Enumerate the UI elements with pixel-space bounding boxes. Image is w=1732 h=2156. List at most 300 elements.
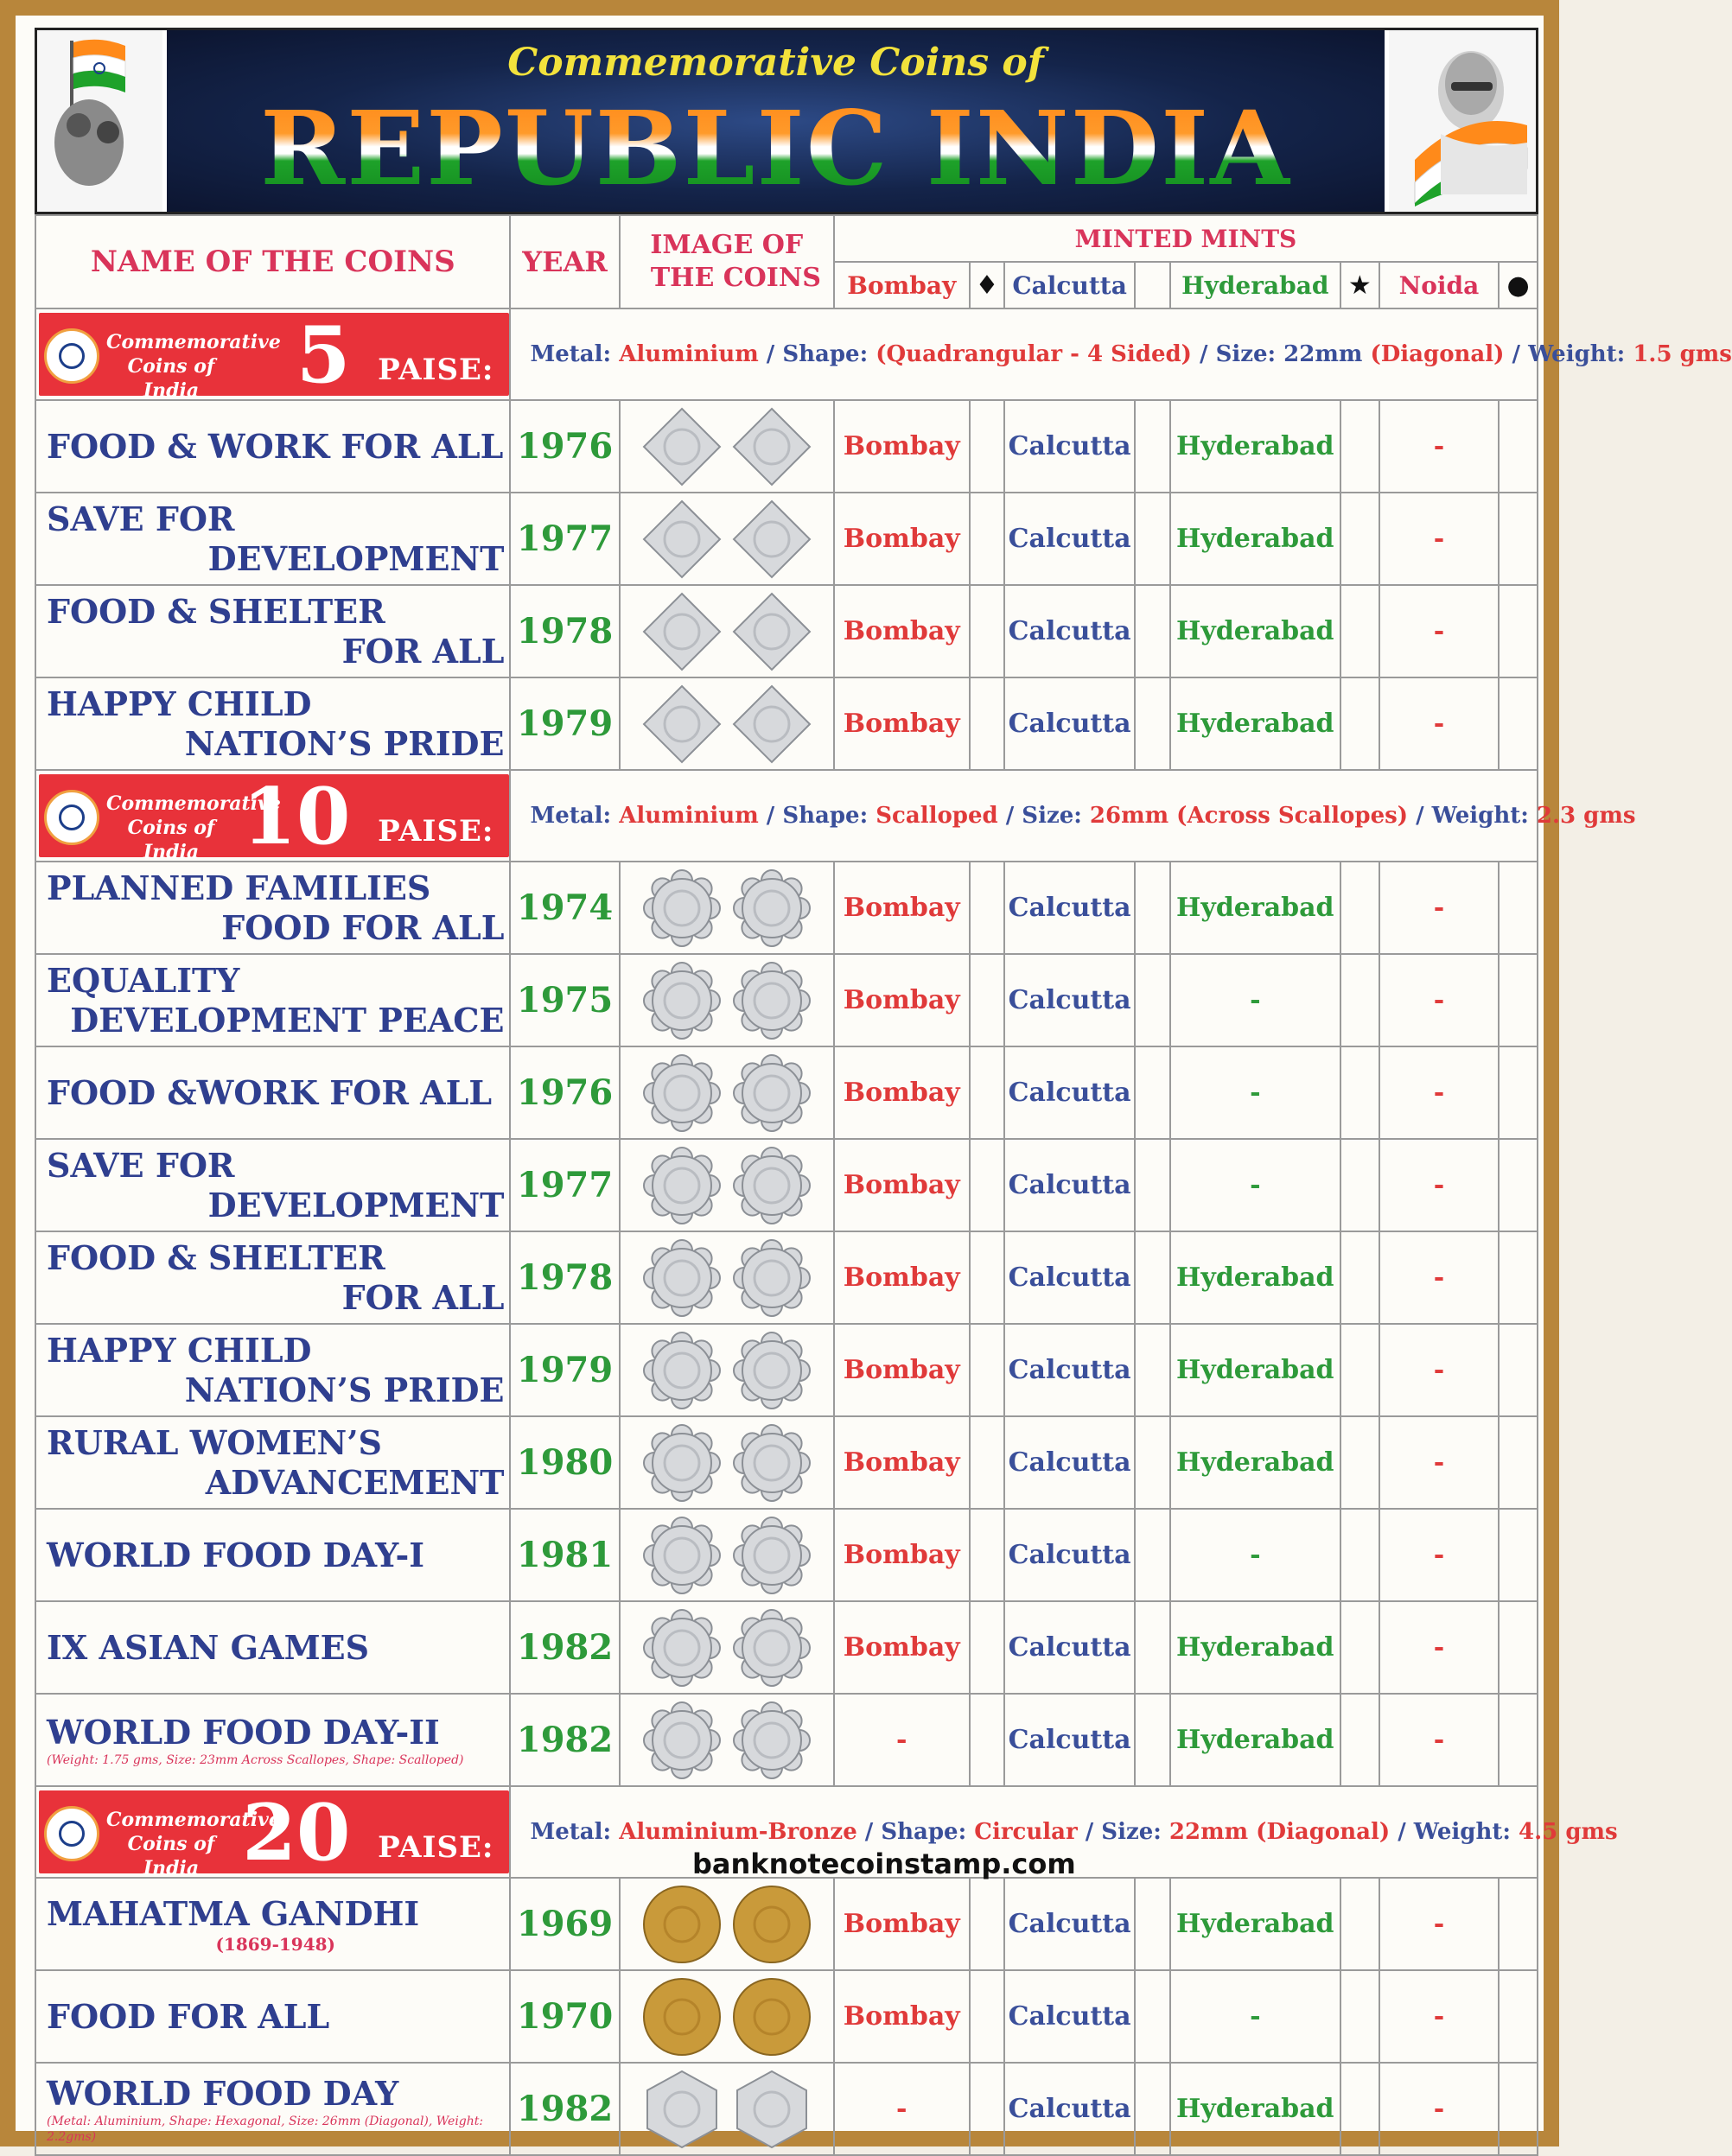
coin-obverse-image xyxy=(640,405,723,488)
coin-reverse-image xyxy=(730,1421,813,1504)
mint-noida: - xyxy=(1379,954,1499,1046)
coin-obverse-image xyxy=(640,1237,723,1320)
header-mint-hyderabad: Hyderabad xyxy=(1170,262,1340,308)
spec-part: (Quadrangular - 4 Sided) xyxy=(876,341,1192,367)
mint-hyderabad: Hyderabad xyxy=(1170,1878,1340,1970)
table-row xyxy=(35,1231,1538,1324)
spec-part: Metal: xyxy=(530,1819,620,1845)
mint-noida: - xyxy=(1379,1601,1499,1694)
mint-symbol-cell xyxy=(1340,493,1379,585)
coin-reverse-image xyxy=(730,1514,813,1597)
mint-symbol-cell xyxy=(1499,1324,1538,1416)
coin-obverse-image xyxy=(640,1144,723,1227)
mint-noida: - xyxy=(1379,1046,1499,1139)
mint-symbol-cell xyxy=(1499,954,1538,1046)
badge-number: 5 xyxy=(296,309,351,401)
mint-symbol-cell xyxy=(1499,1509,1538,1601)
mint-symbol-cell xyxy=(1499,585,1538,677)
table-row xyxy=(35,1046,1538,1139)
coin-name xyxy=(35,1416,510,1509)
table-row xyxy=(35,1970,1538,2063)
mint-hyderabad: Hyderabad xyxy=(1170,1324,1340,1416)
coin-reverse-image xyxy=(730,683,813,766)
spec-part: 26mm (Across Scallopes) xyxy=(1089,803,1409,829)
mint-symbol-cell xyxy=(970,1970,1005,2063)
mint-calcutta: Calcutta xyxy=(1004,862,1135,954)
coin-obverse-image xyxy=(640,683,723,766)
mint-symbol-cell xyxy=(970,493,1005,585)
spec-part: / Weight: xyxy=(1390,1819,1519,1845)
coin-name xyxy=(35,1231,510,1324)
table-row xyxy=(35,1324,1538,1416)
coin-images xyxy=(620,1231,834,1324)
coin-name xyxy=(35,1046,510,1139)
india-map-icon xyxy=(44,1806,99,1861)
india-map-icon xyxy=(44,328,99,384)
mint-symbol-cell xyxy=(970,954,1005,1046)
mint-noida: - xyxy=(1379,585,1499,677)
header-mint-bombay: Bombay xyxy=(834,262,970,308)
spec-part: 22mm (Diagonal) xyxy=(1168,1819,1391,1845)
table-row xyxy=(35,1694,1538,1786)
mint-symbol-cell xyxy=(1135,1139,1170,1231)
mint-symbol-cell xyxy=(1499,862,1538,954)
coin-reverse-image xyxy=(730,1699,813,1782)
coin-reverse-image xyxy=(730,1606,813,1689)
coin-images xyxy=(620,1878,834,1970)
star-icon: ★ xyxy=(1340,262,1379,308)
coin-name xyxy=(35,862,510,954)
coin-obverse-image xyxy=(640,1883,723,1966)
mint-symbol-cell xyxy=(1340,585,1379,677)
coin-images xyxy=(620,862,834,954)
mint-symbol-cell xyxy=(1340,862,1379,954)
mint-hyderabad: Hyderabad xyxy=(1170,400,1340,493)
mint-bombay: Bombay xyxy=(834,677,970,770)
badge-number: 10 xyxy=(242,771,351,862)
coin-obverse-image xyxy=(640,959,723,1042)
coin-images xyxy=(620,1970,834,2063)
coin-images xyxy=(620,677,834,770)
coin-images xyxy=(620,1694,834,1786)
header-image-line2: THE COINS xyxy=(650,263,821,293)
mint-bombay: Bombay xyxy=(834,1324,970,1416)
mint-symbol-cell xyxy=(1340,1694,1379,1786)
mint-calcutta: Calcutta xyxy=(1004,1694,1135,1786)
coin-images xyxy=(620,1416,834,1509)
coin-reverse-image xyxy=(730,590,813,673)
mint-bombay: Bombay xyxy=(834,1139,970,1231)
mint-noida: - xyxy=(1379,1324,1499,1416)
header-year: YEAR xyxy=(510,215,619,308)
coin-name-line1: SAVE FOR xyxy=(47,499,235,538)
coin-year: 1979 xyxy=(510,1324,619,1416)
mint-symbol-cell xyxy=(1340,1878,1379,1970)
coin-images xyxy=(620,1509,834,1601)
coin-name xyxy=(35,585,510,677)
badge-text: Commemorative Coins of India xyxy=(106,331,281,402)
mint-calcutta: Calcutta xyxy=(1004,1139,1135,1231)
coin-obverse-image xyxy=(640,498,723,581)
spec-part: 1.5 gms xyxy=(1633,341,1732,367)
coin-name xyxy=(35,954,510,1046)
banner xyxy=(35,28,1538,214)
banner-center xyxy=(167,30,1385,212)
mint-calcutta: Calcutta xyxy=(1004,585,1135,677)
mint-calcutta: Calcutta xyxy=(1004,677,1135,770)
mint-symbol-cell xyxy=(1340,1046,1379,1139)
mint-hyderabad: Hyderabad xyxy=(1170,1416,1340,1509)
mint-hyderabad: Hyderabad xyxy=(1170,862,1340,954)
spec-part: / Size: xyxy=(997,803,1090,829)
mint-calcutta: Calcutta xyxy=(1004,954,1135,1046)
coin-name-line1: FOOD & SHELTER xyxy=(47,1237,385,1277)
mint-bombay: Bombay xyxy=(834,1970,970,2063)
spec-part: 4.5 gms xyxy=(1519,1819,1618,1845)
table-row xyxy=(35,1139,1538,1231)
mint-symbol-cell xyxy=(1340,1509,1379,1601)
mint-bombay: Bombay xyxy=(834,862,970,954)
coin-reverse-image xyxy=(730,2068,813,2151)
coin-name-line2: NATION’S PRIDE xyxy=(184,1370,505,1409)
spec-part: / Weight: xyxy=(1408,803,1537,829)
coin-images xyxy=(620,1046,834,1139)
mint-bombay: Bombay xyxy=(834,493,970,585)
mint-hyderabad: Hyderabad xyxy=(1170,585,1340,677)
coin-obverse-image xyxy=(640,1421,723,1504)
spec-part: / Size: xyxy=(1077,1819,1169,1845)
mint-calcutta: Calcutta xyxy=(1004,1046,1135,1139)
mint-symbol-cell xyxy=(1135,585,1170,677)
mint-symbol-cell xyxy=(1340,400,1379,493)
mint-symbol-cell xyxy=(1340,1601,1379,1694)
coin-name xyxy=(35,1139,510,1231)
mint-calcutta: Calcutta xyxy=(1004,1509,1135,1601)
mint-symbol-cell xyxy=(1135,1509,1170,1601)
coin-name xyxy=(35,493,510,585)
badge-number: 20 xyxy=(242,1787,351,1879)
spec-part: / Weight: xyxy=(1504,341,1633,367)
mint-symbol-cell xyxy=(1135,400,1170,493)
coin-year: 1976 xyxy=(510,400,619,493)
spec-part: / Size: 22mm xyxy=(1191,341,1371,367)
spec-part: Circular xyxy=(974,1819,1078,1845)
coin-obverse-image xyxy=(640,1329,723,1412)
mint-noida: - xyxy=(1379,1231,1499,1324)
table-row xyxy=(35,1878,1538,1970)
coin-name-line2: ADVANCEMENT xyxy=(205,1462,505,1502)
coin-name xyxy=(35,1878,510,1970)
mint-noida: - xyxy=(1379,2063,1499,2155)
mint-bombay: Bombay xyxy=(834,585,970,677)
mint-noida: - xyxy=(1379,862,1499,954)
mint-symbol-cell xyxy=(1340,1970,1379,2063)
coin-name-line2: DEVELOPMENT xyxy=(207,1185,505,1224)
mint-symbol-cell xyxy=(970,1231,1005,1324)
mint-symbol-cell xyxy=(970,1601,1005,1694)
coin-year: 1969 xyxy=(510,1878,619,1970)
mint-bombay: - xyxy=(834,2063,970,2155)
diamond-icon: ♦ xyxy=(970,262,1005,308)
coin-name-line1: RURAL WOMEN’S xyxy=(47,1422,382,1462)
header-mint-calcutta: Calcutta xyxy=(1004,262,1135,308)
mint-hyderabad: - xyxy=(1170,954,1340,1046)
mint-symbol-cell xyxy=(1135,1878,1170,1970)
badge-unit: PAISE: xyxy=(378,353,494,387)
header-image-line1: IMAGE OF xyxy=(650,230,804,260)
mint-symbol-cell xyxy=(970,585,1005,677)
mint-noida: - xyxy=(1379,1416,1499,1509)
coin-year: 1978 xyxy=(510,585,619,677)
coin-images xyxy=(620,1601,834,1694)
mint-calcutta: Calcutta xyxy=(1004,400,1135,493)
section-badge-cell xyxy=(35,1786,510,1878)
header-image xyxy=(620,215,834,308)
coin-name-line2: DEVELOPMENT PEACE xyxy=(70,1000,505,1040)
mint-symbol-cell xyxy=(1499,400,1538,493)
coin-name-line1: FOOD & SHELTER xyxy=(47,591,385,631)
coin-year: 1977 xyxy=(510,1139,619,1231)
coin-obverse-image xyxy=(640,867,723,950)
spec-part: / Shape: xyxy=(856,1819,975,1845)
mint-noida: - xyxy=(1379,1694,1499,1786)
section-spec xyxy=(510,770,1636,862)
coin-name-line1: HAPPY CHILD xyxy=(47,1330,312,1370)
mint-symbol-cell xyxy=(1135,862,1170,954)
mint-symbol-cell xyxy=(1135,954,1170,1046)
coin-obverse-image xyxy=(640,1699,723,1782)
coin-name-line2: FOR ALL xyxy=(341,1277,505,1317)
mint-noida: - xyxy=(1379,400,1499,493)
mint-noida: - xyxy=(1379,1878,1499,1970)
coin-reverse-image xyxy=(730,1237,813,1320)
badge-text: Commemorative Coins of India xyxy=(106,792,281,863)
mint-symbol-cell xyxy=(1499,1970,1538,2063)
mint-bombay: Bombay xyxy=(834,1601,970,1694)
mint-bombay: - xyxy=(834,1694,970,1786)
mint-symbol-cell xyxy=(1499,1694,1538,1786)
coin-name-line2: DEVELOPMENT xyxy=(207,538,505,578)
mint-symbol-cell xyxy=(1499,1046,1538,1139)
mint-bombay: Bombay xyxy=(834,1878,970,1970)
mint-calcutta: Calcutta xyxy=(1004,1970,1135,2063)
coin-note: (Weight: 1.75 gms, Size: 23mm Across Scallopes, Shape: Scalloped) xyxy=(47,1752,464,1767)
badge-unit: PAISE: xyxy=(378,814,494,849)
flag-logo-left xyxy=(37,30,162,212)
coin-obverse-image xyxy=(640,1606,723,1689)
coin-images xyxy=(620,493,834,585)
mint-symbol-cell xyxy=(1135,1694,1170,1786)
gandhi-portrait xyxy=(1389,30,1536,212)
mint-noida: - xyxy=(1379,493,1499,585)
coin-reverse-image xyxy=(730,1144,813,1227)
mint-bombay: Bombay xyxy=(834,954,970,1046)
coin-name xyxy=(35,1324,510,1416)
coin-obverse-image xyxy=(640,590,723,673)
mint-symbol-cell xyxy=(970,1694,1005,1786)
header-name: NAME OF THE COINS xyxy=(35,215,510,308)
mint-bombay: Bombay xyxy=(834,1416,970,1509)
mint-noida: - xyxy=(1379,1509,1499,1601)
badge-text: Commemorative Coins of India xyxy=(106,1809,281,1879)
coin-name-line1: WORLD FOOD DAY xyxy=(47,2073,399,2113)
mint-symbol-cell xyxy=(1499,1601,1538,1694)
coin-name-line1: IX ASIAN GAMES xyxy=(47,1627,370,1667)
mint-symbol-cell xyxy=(1135,1416,1170,1509)
mint-hyderabad: Hyderabad xyxy=(1170,677,1340,770)
coin-obverse-image xyxy=(640,1514,723,1597)
mint-hyderabad: Hyderabad xyxy=(1170,493,1340,585)
coin-year: 1978 xyxy=(510,1231,619,1324)
coin-images xyxy=(620,1139,834,1231)
mint-noida: - xyxy=(1379,677,1499,770)
table-row xyxy=(35,954,1538,1046)
coin-reverse-image xyxy=(730,498,813,581)
coin-year: 1974 xyxy=(510,862,619,954)
coin-images xyxy=(620,954,834,1046)
mint-hyderabad: Hyderabad xyxy=(1170,1231,1340,1324)
watermark: banknotecoinstamp.com xyxy=(692,1848,1076,1880)
mint-hyderabad: - xyxy=(1170,1970,1340,2063)
section-header-row xyxy=(35,308,1538,400)
mint-calcutta: Calcutta xyxy=(1004,1416,1135,1509)
section-badge xyxy=(39,1787,509,1879)
mint-symbol-cell xyxy=(1135,1324,1170,1416)
mint-symbol-cell xyxy=(1340,1139,1379,1231)
coin-name xyxy=(35,1509,510,1601)
india-map-icon xyxy=(44,790,99,845)
mint-calcutta: Calcutta xyxy=(1004,1878,1135,1970)
coin-images xyxy=(620,1324,834,1416)
coin-year: 1970 xyxy=(510,1970,619,2063)
spec-part: (Diagonal) xyxy=(1370,341,1505,367)
coin-images xyxy=(620,2063,834,2155)
coin-name xyxy=(35,1601,510,1694)
header-mint-noida: Noida xyxy=(1379,262,1499,308)
mint-calcutta: Calcutta xyxy=(1004,1324,1135,1416)
mint-calcutta: Calcutta xyxy=(1004,1231,1135,1324)
header-minted: MINTED MINTS xyxy=(834,215,1538,262)
mint-symbol-cell xyxy=(1340,1324,1379,1416)
coin-obverse-image xyxy=(640,1975,723,2058)
coin-year: 1982 xyxy=(510,1694,619,1786)
mint-symbol-cell xyxy=(1135,1970,1170,2063)
spec-part: / Shape: xyxy=(758,341,876,367)
mint-symbol-cell xyxy=(1499,677,1538,770)
mint-bombay: Bombay xyxy=(834,1046,970,1139)
mint-symbol-cell xyxy=(1340,1416,1379,1509)
mint-symbol-cell xyxy=(1135,1046,1170,1139)
badge-unit: PAISE: xyxy=(378,1830,494,1865)
mint-symbol-cell xyxy=(970,862,1005,954)
spec-part: Metal: xyxy=(530,803,620,829)
mint-symbol-cell xyxy=(1135,493,1170,585)
coin-name xyxy=(35,400,510,493)
dot-icon: ● xyxy=(1499,262,1538,308)
mint-symbol-cell xyxy=(1135,1231,1170,1324)
spec-part: Aluminium xyxy=(619,803,759,829)
coin-reverse-image xyxy=(730,405,813,488)
section-badge xyxy=(39,771,509,863)
spec-part: Scalloped xyxy=(876,803,998,829)
spec-part: 2.3 gms xyxy=(1536,803,1636,829)
mint-hyderabad: - xyxy=(1170,1139,1340,1231)
coin-name xyxy=(35,1970,510,2063)
mint-symbol-cell xyxy=(970,1509,1005,1601)
coin-year: 1977 xyxy=(510,493,619,585)
coin-name xyxy=(35,677,510,770)
mint-hyderabad: Hyderabad xyxy=(1170,2063,1340,2155)
table-row xyxy=(35,1601,1538,1694)
coin-images xyxy=(620,585,834,677)
table-row xyxy=(35,400,1538,493)
mint-symbol-cell xyxy=(970,1416,1005,1509)
mint-calcutta: Calcutta xyxy=(1004,2063,1135,2155)
coin-name-line2: NATION’S PRIDE xyxy=(184,723,505,763)
coin-year: 1982 xyxy=(510,2063,619,2155)
mint-symbol-cell xyxy=(1340,954,1379,1046)
table-row xyxy=(35,1509,1538,1601)
coin-name-line1: FOOD FOR ALL xyxy=(47,1996,330,2036)
coin-year: 1982 xyxy=(510,1601,619,1694)
mint-bombay: Bombay xyxy=(834,1509,970,1601)
table-row xyxy=(35,585,1538,677)
mint-symbol-cell xyxy=(1499,1231,1538,1324)
coin-name-line2: FOR ALL xyxy=(341,631,505,671)
coin-name-line1: WORLD FOOD DAY-II xyxy=(47,1712,440,1752)
coin-obverse-image xyxy=(640,1052,723,1135)
mint-hyderabad: Hyderabad xyxy=(1170,1601,1340,1694)
coin-name-line1: EQUALITY xyxy=(47,960,240,1000)
section-badge-cell xyxy=(35,770,510,862)
coin-obverse-image xyxy=(640,2068,723,2151)
coin-note: (Metal: Aluminium, Shape: Hexagonal, Size: 26mm (Diagonal), Weight: 2.2gms) xyxy=(47,2114,484,2144)
coin-year: 1981 xyxy=(510,1509,619,1601)
coin-name-line1: MAHATMA GANDHI xyxy=(47,1893,420,1933)
coin-name-line1: WORLD FOOD DAY-I xyxy=(47,1535,425,1574)
mint-symbol-cell xyxy=(970,2063,1005,2155)
coin-name-line1: PLANNED FAMILIES xyxy=(47,868,431,907)
section-badge xyxy=(39,309,509,402)
mint-symbol-cell xyxy=(1340,1231,1379,1324)
table-row xyxy=(35,2063,1538,2155)
mint-symbol-cell xyxy=(1135,1601,1170,1694)
mint-symbol-cell xyxy=(1340,677,1379,770)
mint-symbol-cell xyxy=(1499,1878,1538,1970)
coin-name xyxy=(35,1694,510,1786)
coin-year: 1976 xyxy=(510,1046,619,1139)
mint-symbol-cell xyxy=(970,677,1005,770)
mint-symbol-cell xyxy=(970,1878,1005,1970)
mint-hyderabad: - xyxy=(1170,1509,1340,1601)
mint-symbol-cell xyxy=(1499,2063,1538,2155)
mint-symbol-cell xyxy=(1499,1139,1538,1231)
mint-symbol-cell xyxy=(1499,1416,1538,1509)
coin-name-line1: HAPPY CHILD xyxy=(47,684,312,723)
coin-reverse-image xyxy=(730,959,813,1042)
mint-bombay: Bombay xyxy=(834,1231,970,1324)
section-badge-cell xyxy=(35,308,510,400)
mint-hyderabad: Hyderabad xyxy=(1170,1694,1340,1786)
mint-symbol-cell xyxy=(1499,493,1538,585)
spec-part: / Shape: xyxy=(758,803,876,829)
table-row xyxy=(35,493,1538,585)
mint-symbol-cell xyxy=(1135,677,1170,770)
coin-reverse-image xyxy=(730,1052,813,1135)
coin-reverse-image xyxy=(730,867,813,950)
banner-subtitle: Commemorative Coins of xyxy=(507,41,1044,85)
section-header-row xyxy=(35,770,1538,862)
